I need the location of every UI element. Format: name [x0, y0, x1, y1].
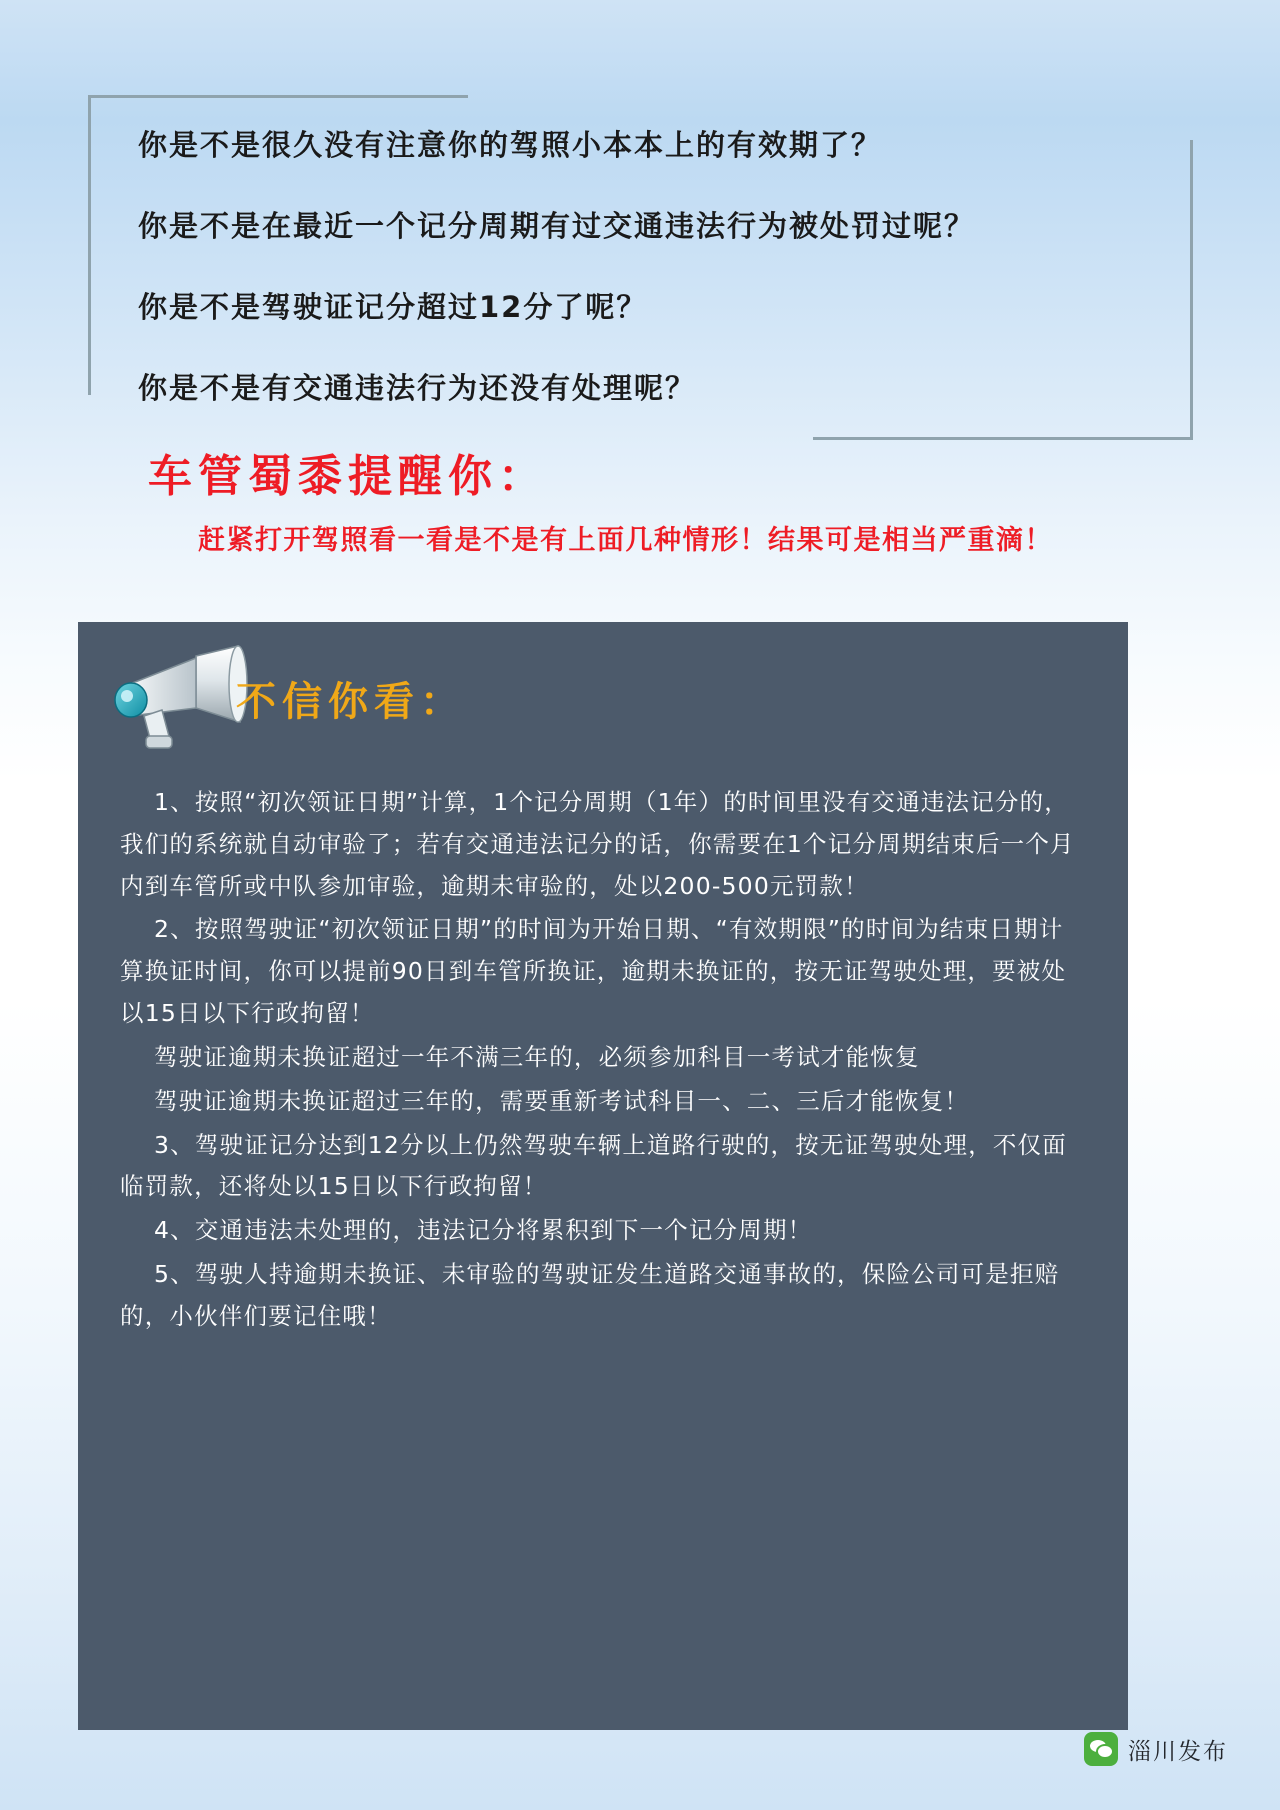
question-line: 你是不是在最近一个记分周期有过交通违法行为被处罚过呢？: [138, 208, 976, 243]
notice-item: 3、驾驶证记分达到12分以上仍然驾驶车辆上道路行驶的，按无证驾驶处理，不仅面临罚款，还将处以15日以下行政拘留！: [120, 1130, 1067, 1201]
question-line: 你是不是很久没有注意你的驾照小本本上的有效期了？: [138, 128, 883, 162]
notice-panel-title: 不信你看：: [236, 679, 466, 725]
wechat-account-badge[interactable]: [1084, 1732, 1228, 1766]
question-list: [138, 123, 1158, 447]
megaphone-icon: [100, 644, 250, 754]
question-line: 你是不是驾驶证记分超过12分了呢？: [138, 289, 648, 324]
notice-panel-header: [78, 622, 1128, 772]
headline-paragraph: 赶紧打开驾照看一看是不是有上面几种情形！结果可是相当严重滴！: [198, 525, 1053, 556]
notice-item: 驾驶证逾期未换证超过一年不满三年的，必须参加科目一考试才能恢复: [154, 1042, 920, 1071]
notice-item: 驾驶证逾期未换证超过三年的，需要重新考试科目一、二、三后才能恢复！: [154, 1086, 970, 1115]
notice-item: 2、按照驾驶证“初次领证日期”的时间为开始日期、“有效期限”的时间为结束日期计算换证时间，你可以提前90日到车管所换证，逾期未换证的，按无证驾驶处理，要被处以15日以下行政拘留！: [120, 915, 1067, 1028]
notice-panel-body: [78, 772, 1128, 1338]
notice-panel: [78, 622, 1128, 1730]
notice-item: 1、按照“初次领证日期”计算，1个记分周期（1年）的时间里没有交通违法记分的，我们的系统就自动审验了；若有交通违法记分的话，你需要在1个记分周期结束后一个月内到车管所或中队参加审验，逾期未审验的，处以200-500元罚款！: [120, 788, 1075, 900]
wechat-icon: [1084, 1732, 1118, 1766]
question-quote-block: [88, 95, 1193, 440]
notice-item: 5、驾驶人持逾期未换证、未审验的驾驶证发生道路交通事故的，保险公司可是拒赔的，小伙伴们要记住哦！: [120, 1260, 1060, 1330]
wechat-account-name: 淄川发布: [1128, 1738, 1228, 1765]
question-line: 你是不是有交通违法行为还没有处理呢？: [138, 370, 697, 405]
headline-title: 车管蜀黍提醒你：: [148, 451, 548, 502]
notice-item: 4、交通违法未处理的，违法记分将累积到下一个记分周期！: [154, 1216, 813, 1245]
